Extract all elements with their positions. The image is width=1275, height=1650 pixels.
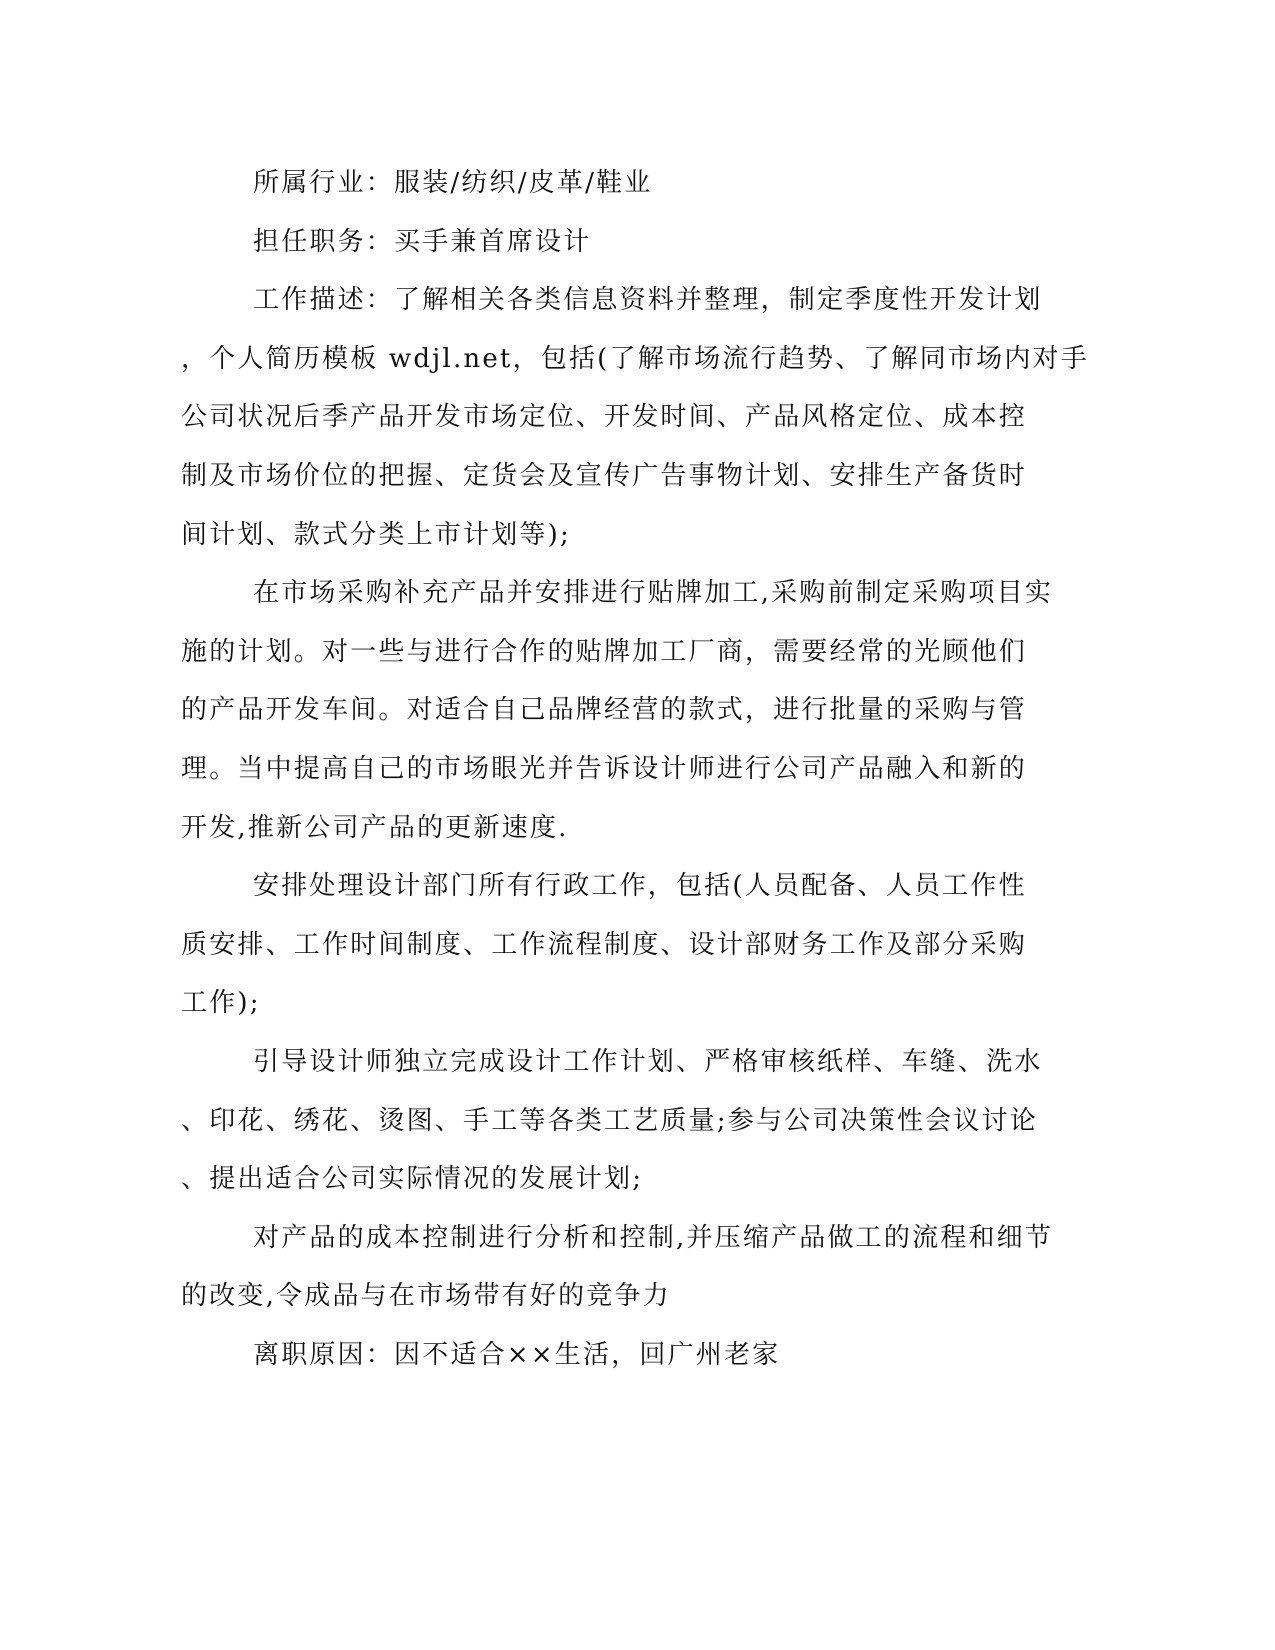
leaving-reason-line: 离职原因：因不适合××生活，回广州老家 [253,1339,781,1370]
text-line: 、印花、绣花、烫图、手工等各类工艺质量;参与公司决策性会议讨论 [181,1105,1038,1136]
paragraph-start-line: 对产品的成本控制进行分析和控制,并压缩产品做工的流程和细节 [253,1222,1054,1253]
text-line: 制及市场价位的把握、定货会及宣传广告事物计划、安排生产备货时 [181,460,1028,491]
text-line: 施的计划。对一些与进行合作的贴牌加工厂商，需要经常的光顾他们 [181,636,1028,667]
job-description-line: 工作描述：了解相关各类信息资料并整理，制定季度性开发计划 [253,285,1043,316]
paragraph-start-line: 安排处理设计部门所有行政工作，包括(人员配备、人员工作性 [253,871,1027,902]
position-line: 担任职务：买手兼首席设计 [253,226,592,257]
text-line: 、提出适合公司实际情况的发展计划; [181,1164,644,1195]
text-line: 理。当中提高自己的市场眼光并告诉设计师进行公司产品融入和新的 [181,753,1028,784]
text-line: 的改变,令成品与在市场带有好的竞争力 [181,1281,671,1312]
text-line: 工作); [181,988,261,1019]
paragraph-start-line: 在市场采购补充产品并安排进行贴牌加工,采购前制定采购项目实 [253,578,1054,609]
text-line: 的产品开发车间。对适合自己品牌经营的款式，进行批量的采购与管 [181,695,1028,726]
paragraph-start-line: 引导设计师独立完成设计工作计划、严格审核纸样、车缝、洗水 [253,1046,1043,1077]
industry-line: 所属行业：服装/纺织/皮革/鞋业 [253,168,653,198]
text-line: 间计划、款式分类上市计划等); [181,519,571,550]
text-line: 质安排、工作时间制度、工作流程制度、设计部财务工作及部分采购 [181,929,1028,960]
text-line: 开发,推新公司产品的更新速度. [181,812,569,843]
text-line: ，个人简历模板 wdjl.net，包括(了解市场流行趋势、了解同市场内对手 [181,343,1089,374]
document-body [181,154,1089,1384]
text-line: 公司状况后季产品开发市场定位、开发时间、产品风格定位、成本控 [181,402,1028,433]
